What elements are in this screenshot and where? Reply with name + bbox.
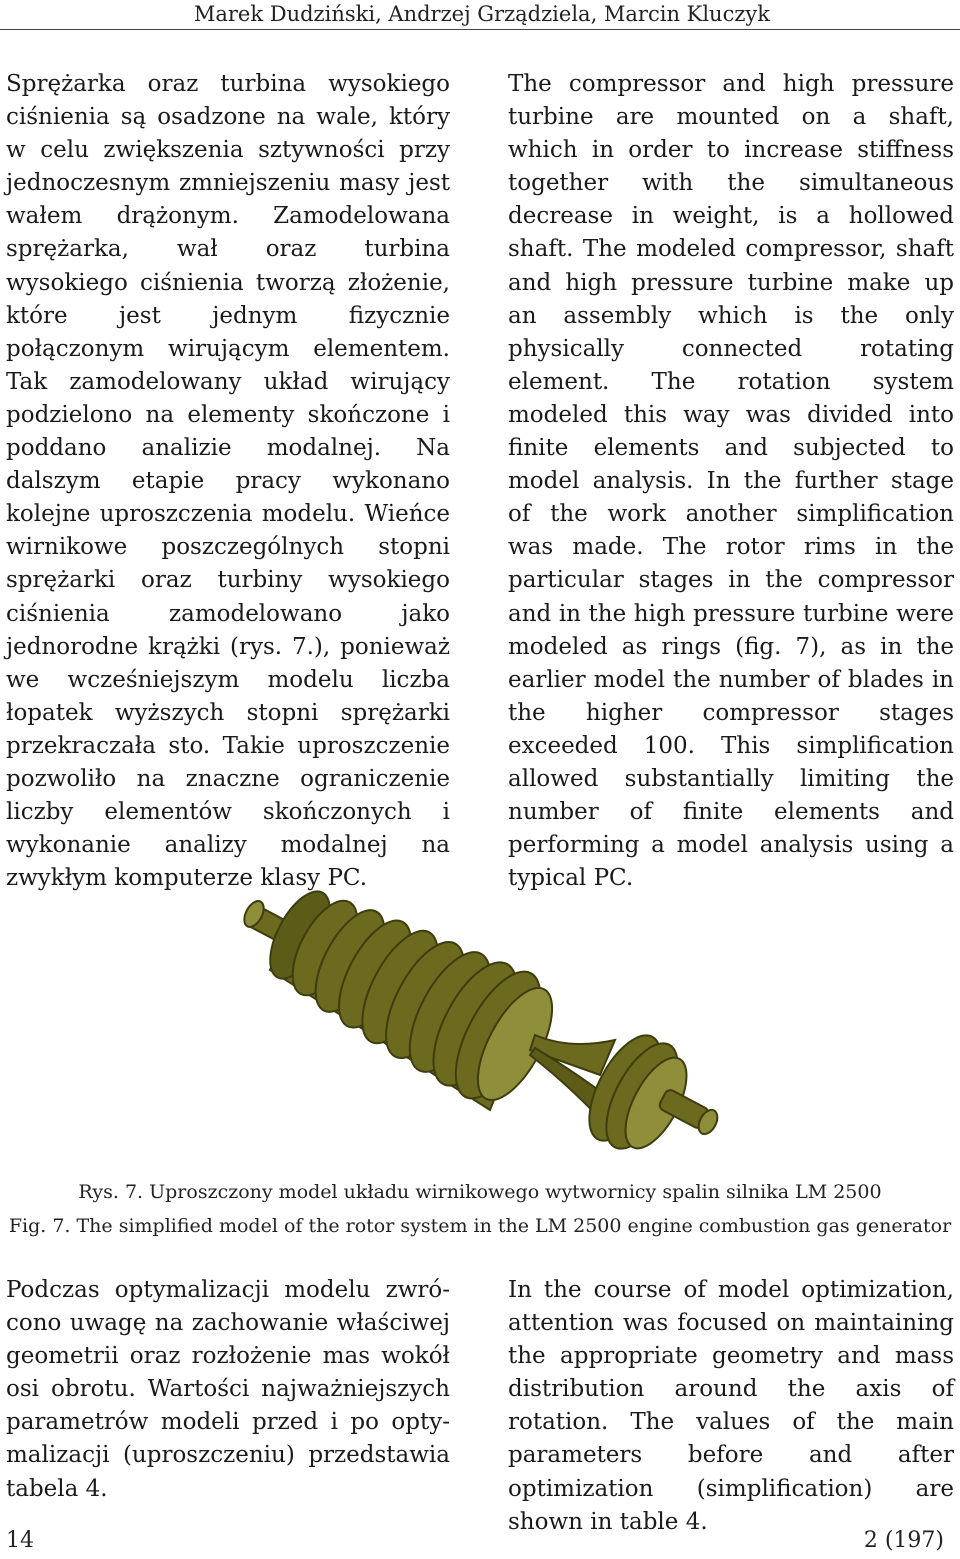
page-number: 14 [6,1528,34,1553]
issue-number: 2 (197) [863,1528,944,1553]
paragraph-polish-bottom: Podczas optymalizacji modelu zwrócono uwagę na zachowanie właściwej geometrii oraz rozłożenie mas wokół osi obrotu. Wartości najważniejszych parametrów modeli przed i po optymalizacji (uproszczeniu) przedstawia tabela 4. [6,1277,450,1502]
figure-caption-polish: Rys. 7. Uproszczony model układu wirnikowego wytwornicy spalin silnika LM 2500 [78,1181,882,1203]
figure-caption-english: Fig. 7. The simplified model of the rotor system in the LM 2500 engine combustion gas generator [8,1215,952,1237]
paragraph-english-bottom: In the course of model optimization, attention was focused on maintaining the appropriate geometry and mass distribution around the axis of rotation. The values of the main parameters before and after optimization (simplification) are shown in table 4. [508,1277,954,1535]
compressor-drum [258,882,567,1111]
paragraph-english-top: The compressor and high pressure turbine are mounted on a shaft, which in order to increase stiffness together with the simultaneous decrease in weight, is a hollowed shaft. The modeled compressor, shaft and high pressure turbine make up an assembly which is the only physically connected rotating element. The rotation system modeled this way was divided into finite elements and subjected to model analysis. In the further stage of the work another simplification was made. The rotor rims in the particular stages in the compressor and in the high pressure turbine were modeled as rings (fig. 7), as in the earlier model the number of blades in the higher compressor stages exceeded 100. This simplification allowed substantially limiting the number of finite elements and performing a model analysis using a typical PC. [508,71,954,892]
running-header [0,0,960,30]
rotor-model-figure [230,860,730,1160]
paragraph-polish-top: Sprężarka oraz turbina wysokiego ciśnienia są osadzone na wale, który w celu zwiększenia sztywności przy jednoczesnym zmniejszeniu masy jest wałem drążonym. Zamodelowana sprężarka, wał oraz turbina wysokiego ciśnienia tworzą złożenie, które jest jednym fizycznie połączonym wirującym elementem. Tak zamodelowany układ wirujący podzielono na elementy skończone i poddano analizie modalnej. Na dalszym etapie pracy wykonano kolejne uproszczenia modelu. Wieńce wirnikowe poszczególnych stopni sprężarki oraz turbiny wysokiego ciśnienia zamodelowano jako jednorodne krążki (rys. 7.), ponieważ we wcześniejszym modelu liczba łopatek wyższych stopni sprężarki przekraczała sto. Takie uproszczenie pozwoliło na znaczne ograniczenie liczby elementów skończonych i wykonanie analizy modalnej na zwykłym komputerze klasy PC. [6,71,450,892]
header-authors: Marek Dudziński, Andrzej Grządziela, Marcin Kluczyk [193,2,770,26]
